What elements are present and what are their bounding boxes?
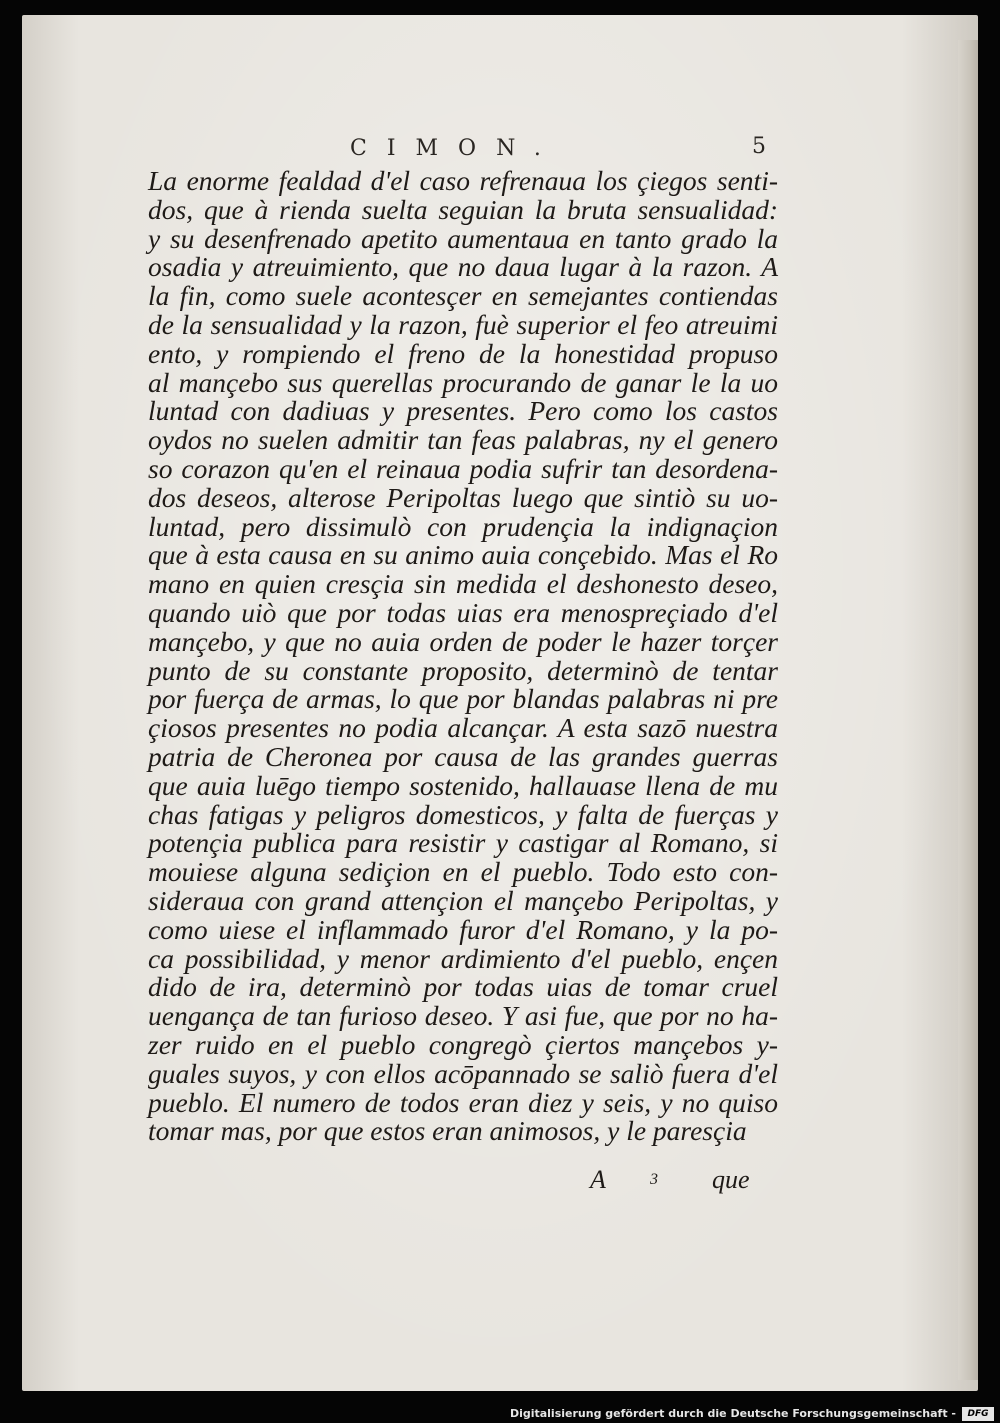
text-line: mançebo, y que no auia orden de poder le hazer torçer <box>148 625 778 657</box>
page-edge <box>958 40 978 1380</box>
dfg-logo: DFG <box>962 1407 994 1421</box>
folio-number: 5 <box>752 134 766 159</box>
text-line: oydos no suelen admitir tan feas palabras, ny el genero <box>148 424 778 456</box>
text-line: pueblo. El numero de todos eran diez y seis, y no quiso <box>148 1086 778 1118</box>
text-line: tomar mas, por que estos eran animosos, y le paresçia <box>148 1115 747 1147</box>
text-line: al mançebo sus querellas procurando de ganar le la uo <box>148 366 778 398</box>
text-line: La enorme fealdad d'el caso refrenaua los çiegos senti- <box>148 165 778 196</box>
signature-mark: A <box>590 1165 606 1194</box>
text-line: mouiese alguna sediçion en el pueblo. Todo esto con- <box>148 856 778 888</box>
text-line: que auia luēgo tiempo sostenido, hallauase llena de mu <box>148 769 778 801</box>
text-line: dos, que à rienda suelta seguian la bruta sensualidad: <box>148 193 778 225</box>
signature-number: 3 <box>650 1171 658 1188</box>
text-line: dido de ira, determinò por todas uias de tomar cruel <box>148 971 778 1003</box>
body-text <box>148 167 778 1146</box>
text-line: so corazon qu'en el reinaua podia sufrir tan desordena- <box>148 452 778 484</box>
text-line: que à esta causa en su animo auia conçebido. Mas el Ro <box>148 539 778 571</box>
text-line: la fin, como suele acontesçer en semejantes contiendas <box>148 280 778 312</box>
text-line: y su desenfrenado apetito aumentaua en tanto grado la <box>148 222 778 254</box>
text-line: punto de su constante proposito, determinò de tentar <box>148 654 778 686</box>
text-line: dos deseos, alterose Peripoltas luego que sintiò su uo- <box>148 481 778 513</box>
text-line: de la sensualidad y la razon, fuè superior el feo atreuimi <box>148 308 778 340</box>
dfg-credit: Digitalisierung gefördert durch die Deutsche Forschungsgemeinschaft - <box>509 1407 956 1420</box>
text-line: ca possibilidad, y menor ardimiento d'el pueblo, ençen <box>148 942 778 974</box>
text-line: luntad, pero dissimulò con prudençia la indignaçion <box>148 510 778 542</box>
text-line: chas fatigas y peligros domesticos, y falta de fuerças y <box>148 798 778 830</box>
text-line: potençia publica para resistir y castigar al Romano, si <box>148 827 778 859</box>
text-line: luntad con dadiuas y presentes. Pero como los castos <box>148 395 778 427</box>
text-line: uengança de tan furioso deseo. Y asi fue, que por no ha- <box>148 1000 778 1032</box>
text-line: guales suyos, y con ellos acōpannado se saliò fuera d'el <box>148 1057 778 1089</box>
text-line: patria de Cheronea por causa de las grandes guerras <box>148 740 778 772</box>
text-line: çiosos presentes no podia alcançar. A esta sazō nuestra <box>148 712 778 744</box>
catchword: que <box>712 1165 750 1194</box>
text-line: zer ruido en el pueblo congregò çiertos mançebos y- <box>148 1028 778 1060</box>
text-line: por fuerça de armas, lo que por blandas palabras ni pre <box>148 683 778 715</box>
text-line: sideraua con grand attençion el mançebo Peripoltas, y <box>148 884 778 916</box>
text-line: mano en quien cresçia sin medida el deshonesto deseo, <box>148 568 778 600</box>
text-line: osadia y atreuimiento, que no daua lugar à la razon. A <box>148 251 778 283</box>
text-line: quando uiò que por todas uias era menospreçiado d'el <box>148 596 778 628</box>
running-head: CIMON. <box>350 136 561 161</box>
text-line: como uiese el inflammado furor d'el Romano, y la po- <box>148 913 778 945</box>
text-line: ento, y rompiendo el freno de la honestidad propuso <box>148 337 778 369</box>
